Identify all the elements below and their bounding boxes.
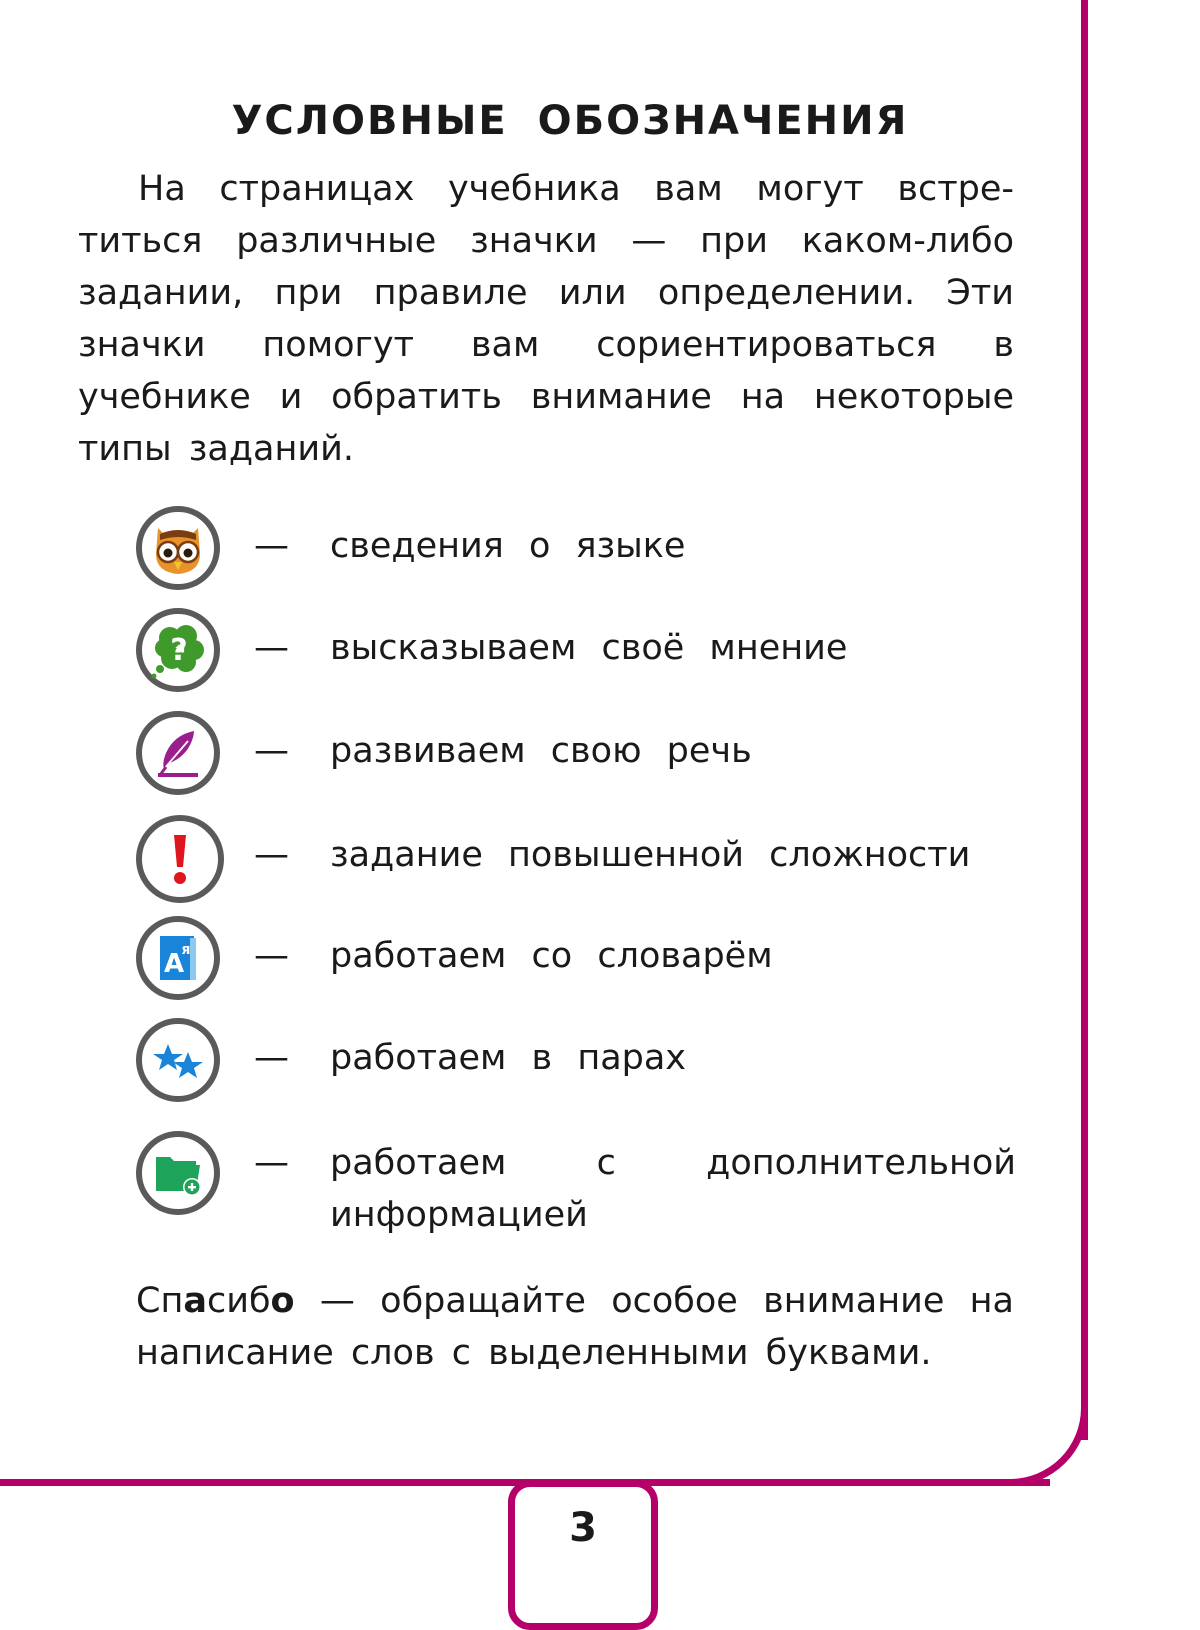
- dictionary-icon: [136, 916, 220, 1000]
- stars-icon: [136, 1018, 220, 1102]
- folder-plus-icon: [136, 1131, 220, 1215]
- legend-dash: —: [254, 1038, 289, 1078]
- legend-text: развиваем свою речь: [330, 731, 752, 771]
- intro-paragraph: На страницах учебника вам могут встретиться различные значки — при каком-либо задании, при правиле или определении. Эти значки помогут вам сориентироваться в учебнике и обратить внимание на некоторые типы заданий.: [78, 169, 1014, 469]
- legend-dash: —: [254, 835, 289, 875]
- example-highlighted-letter: о: [270, 1281, 295, 1321]
- legend-text: работаем со словарём: [330, 936, 773, 976]
- legend-text: высказываем своё мнение: [330, 628, 848, 668]
- owl-icon: [136, 506, 220, 590]
- thought-question-icon: [136, 608, 220, 692]
- frame-right-line: [1081, 0, 1088, 1440]
- example-highlighted-letter: а: [183, 1281, 207, 1321]
- exclamation-icon: [136, 815, 224, 903]
- page-number: 3: [569, 1505, 597, 1551]
- page-number-tab: [508, 1480, 658, 1630]
- page-title: УСЛОВНЫЕ ОБОЗНАЧЕНИЯ: [231, 98, 909, 144]
- legend-dash: —: [254, 731, 289, 771]
- legend-dash: —: [254, 936, 289, 976]
- svg-text:?: ?: [170, 633, 188, 668]
- example-word-part: Сп: [136, 1281, 184, 1321]
- quill-icon: [136, 711, 220, 795]
- note-text: — обращайте особое внимание на написание слов с выделенными буквами.: [136, 1281, 1014, 1373]
- frame-corner: [1010, 1408, 1088, 1486]
- legend-text: сведения о языке: [330, 526, 686, 566]
- dictionary-letter-ya: я: [181, 942, 191, 958]
- note-paragraph: [136, 1275, 1014, 1379]
- legend-text: задание повышенной сложности: [330, 835, 971, 875]
- example-word-part: сиб: [206, 1281, 271, 1321]
- legend-dash: —: [254, 628, 289, 668]
- legend-text: работаем с дополнительной информацией: [330, 1143, 1016, 1235]
- legend-text: работаем в парах: [330, 1038, 687, 1078]
- legend-dash: —: [254, 526, 289, 566]
- legend-dash: —: [254, 1143, 289, 1183]
- dictionary-letter-a: А: [163, 949, 185, 979]
